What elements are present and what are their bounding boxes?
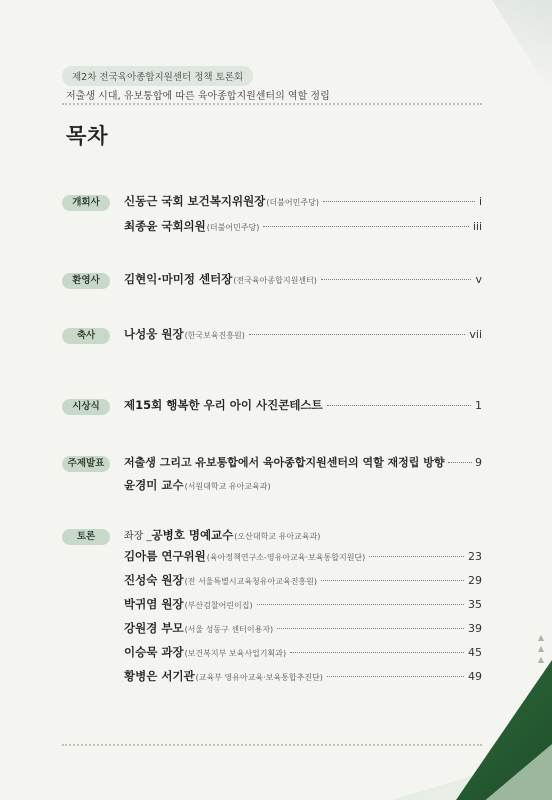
entry-page: i	[478, 195, 482, 208]
dot-leader	[448, 462, 472, 463]
toc-entry[interactable]	[124, 572, 482, 592]
entry-page: 35	[468, 598, 482, 611]
entry-name: 김아름 연구위원	[124, 549, 206, 563]
section-badge: 개회사	[62, 195, 110, 211]
dot-leader	[327, 405, 471, 406]
chair-prefix: 좌장 _	[124, 531, 152, 542]
dot-leader	[277, 628, 464, 629]
toc-entry[interactable]	[124, 454, 482, 474]
page-title: 목차	[66, 124, 109, 148]
dot-leader	[323, 201, 475, 202]
entry-affiliation: (보건복지부 보육사업기획과)	[184, 649, 287, 658]
section-badge: 시상식	[62, 399, 110, 415]
entry-name: 황병은 서기관	[124, 669, 195, 683]
entry-affiliation: (전국육아종합지원센터)	[233, 276, 317, 285]
entry-affiliation: (육아정책연구소-영유아교육·보육통합지원단)	[206, 553, 366, 562]
toc-entry[interactable]	[124, 326, 482, 346]
entry-page: 9	[475, 456, 482, 469]
toc-entry[interactable]	[124, 596, 482, 616]
toc-entry[interactable]	[124, 193, 482, 213]
entry-name: 제15회 행복한 우리 아이 사진콘테스트	[124, 398, 323, 412]
entry-page: vii	[469, 328, 482, 341]
entry-name: 나성웅 원장	[124, 327, 184, 341]
entry-name: 최종윤 국회의원	[124, 219, 206, 233]
corner-decoration-top	[492, 0, 552, 95]
triangle-up-icon: ▲	[537, 633, 545, 642]
dot-leader	[369, 556, 464, 557]
entry-affiliation: (전 서울특별시교육청유아교육진흥원)	[184, 577, 317, 586]
chair-name: 공병호 명예교수	[151, 528, 234, 542]
section-badge: 토론	[62, 529, 110, 545]
header-divider	[62, 103, 482, 105]
entry-name: 박귀염 원장	[124, 597, 184, 611]
dot-leader	[321, 580, 464, 581]
dot-leader	[290, 652, 464, 653]
entry-affiliation: (부산검찰어린이집)	[184, 601, 253, 610]
toc-entry[interactable]	[124, 548, 482, 568]
entry-page: 45	[468, 646, 482, 659]
entry-page: 49	[468, 670, 482, 683]
entry-affiliation: (더불어민주당)	[266, 198, 319, 207]
toc-entry[interactable]	[124, 397, 482, 417]
entry-affiliation: (교육부 영유아교육·보육통합추진단)	[195, 673, 323, 682]
toc-entry[interactable]	[124, 620, 482, 640]
entry-name: 진성숙 원장	[124, 573, 184, 587]
footer-divider	[62, 744, 482, 746]
event-subtitle: 저출생 시대, 유보통합에 따른 육아종합지원센터의 역할 정립	[66, 91, 330, 102]
dot-leader	[321, 279, 472, 280]
toc-entry[interactable]	[124, 271, 482, 291]
entry-affiliation: (서울 성동구 센터이용자)	[184, 625, 274, 634]
dot-leader	[257, 604, 464, 605]
entry-affiliation: (한국보육진흥원)	[184, 331, 245, 340]
dot-leader	[327, 676, 464, 677]
entry-name: 이승묵 과장	[124, 645, 184, 659]
dot-leader	[263, 226, 468, 227]
entry-affiliation: (더불어민주당)	[206, 223, 260, 232]
dot-leader	[249, 334, 465, 335]
triangle-up-icon: ▲	[537, 644, 545, 653]
entry-affiliation: (서원대학교 유아교육과)	[184, 482, 271, 491]
entry-page: 1	[475, 399, 482, 412]
entry-name: 신동근 국회 보건복지위원장	[124, 194, 266, 208]
section-badge: 축사	[62, 328, 110, 344]
entry-page: 23	[468, 550, 482, 563]
toc-entry[interactable]	[124, 644, 482, 664]
entry-page: 29	[468, 574, 482, 587]
side-markers	[536, 632, 546, 665]
entry-page: iii	[472, 220, 482, 233]
toc-chair	[124, 527, 482, 547]
chair-affiliation: (오산대학교 유아교육과)	[234, 532, 321, 541]
triangle-up-icon: ▲	[537, 655, 545, 664]
section-badge: 주제발표	[62, 456, 110, 472]
entry-name: 저출생 그리고 유보통합에서 육아종합지원센터의 역할 재정립 방향	[124, 456, 445, 469]
entry-name: 강원경 부모	[124, 621, 184, 635]
toc-entry-presenter	[124, 477, 482, 497]
entry-page: 39	[468, 622, 482, 635]
entry-page: v	[475, 273, 482, 286]
entry-name: 윤경미 교수	[124, 478, 184, 492]
toc-entry[interactable]	[124, 218, 482, 238]
toc-entry[interactable]	[124, 668, 482, 688]
entry-name: 김현익·마미정 센터장	[124, 272, 233, 286]
event-title: 제2차 전국육아종합지원센터 정책 토론회	[62, 66, 253, 86]
section-badge: 환영사	[62, 273, 110, 289]
